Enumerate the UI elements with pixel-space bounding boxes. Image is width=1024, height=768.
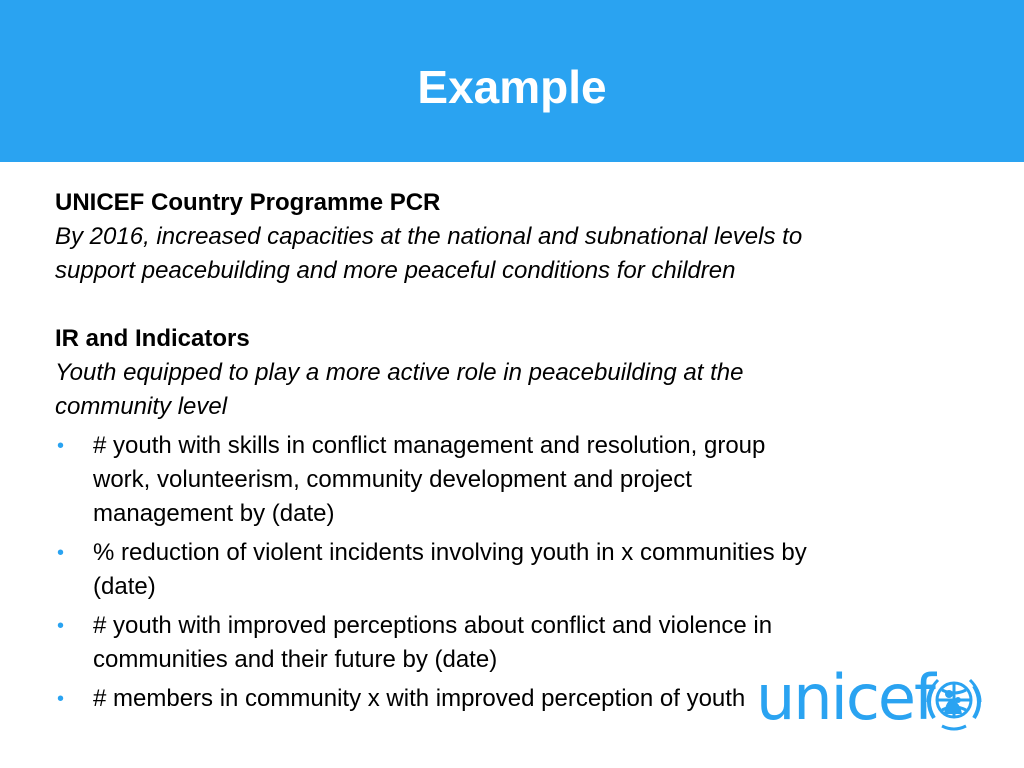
indicator-line: # youth with skills in conflict management and resolution, group <box>93 432 766 459</box>
indicator-line: management by (date) <box>93 500 335 527</box>
bullet-icon: • <box>57 688 65 710</box>
indicator-line: # members in community x with improved perception of youth <box>93 685 746 712</box>
pcr-statement-line: support peacebuilding and more peaceful conditions for children <box>55 257 736 284</box>
indicator-item <box>55 429 955 531</box>
slide-title: Example <box>417 61 607 113</box>
indicator-line: work, volunteerism, community development and project <box>93 466 692 493</box>
logo-wordmark: unicef <box>756 661 934 734</box>
unicef-emblem-icon <box>922 670 986 734</box>
section-heading-indicators: IR and Indicators <box>55 325 250 352</box>
title-bar <box>0 0 1024 162</box>
indicator-line: % reduction of violent incidents involving youth in x communities by <box>93 539 807 566</box>
ir-statement-line: community level <box>55 393 228 420</box>
bullet-icon: • <box>57 615 65 637</box>
bullet-icon: • <box>57 542 65 564</box>
indicator-line: communities and their future by (date) <box>93 646 498 673</box>
pcr-statement-line: By 2016, increased capacities at the national and subnational levels to <box>55 223 803 250</box>
section-heading-pcr: UNICEF Country Programme PCR <box>55 189 441 216</box>
ir-statement-line: Youth equipped to play a more active role in peacebuilding at the <box>55 359 744 386</box>
indicator-line: (date) <box>93 573 156 600</box>
indicator-line: # youth with improved perceptions about conflict and violence in <box>93 612 773 639</box>
slide-content <box>55 186 955 716</box>
section-spacer <box>55 288 955 322</box>
indicator-item <box>55 536 955 604</box>
bullet-icon: • <box>57 435 65 457</box>
unicef-logo <box>756 661 992 736</box>
